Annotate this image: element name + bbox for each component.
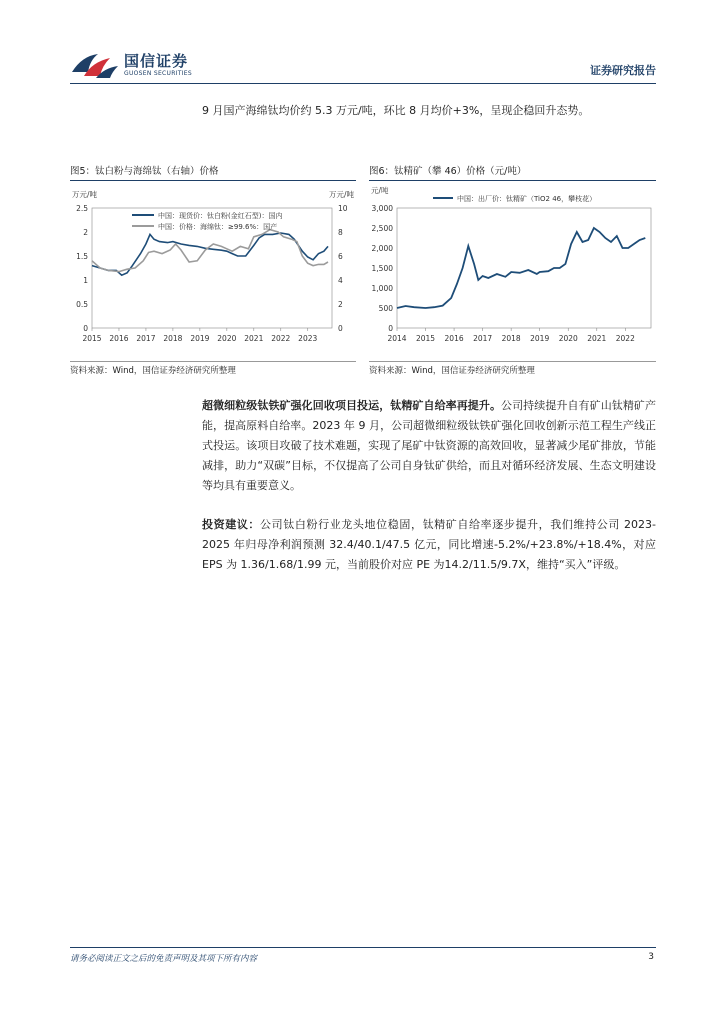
y-tick-label: 0: [388, 324, 393, 333]
page-header: [70, 48, 656, 84]
y-right-tick-label: 2: [338, 300, 343, 309]
paragraph-investment-body: 公司钛白粉行业龙头地位稳固，钛精矿自给率逐步提升，我们维持公司 2023-2025 年归母净利润预测 32.4/40.1/47.5 亿元，同比增速-5.2%/+23.8%/+18.4%，对应 EPS 为 1.36/1.68/1.99 元，当前股价对应 PE 为14.2/11.5/9.7X，维持“买入”评级。: [202, 518, 656, 571]
x-tick-label: 2021: [244, 334, 264, 343]
figure6-chart: [369, 183, 656, 361]
intro-line: 9 月国产海绵钛均价约 5.3 万元/吨，环比 8 月均价+3%，呈现企稳回升态势。: [202, 104, 590, 117]
y-right-tick-label: 0: [338, 324, 343, 333]
paragraph-ore-project-lead: 超微细粒级钛铁矿强化回收项目投运，钛精矿自给率再提升。: [202, 399, 502, 412]
x-tick-label: 2018: [163, 334, 183, 343]
x-tick-label: 2020: [558, 334, 578, 343]
right-axis-unit: 万元/吨: [328, 190, 354, 199]
plot-frame: [397, 208, 651, 328]
y-left-tick-label: 0: [83, 324, 88, 333]
x-tick-label: 2020: [217, 334, 237, 343]
figure6-bottom-rule: [369, 361, 656, 362]
y-right-tick-label: 6: [338, 252, 343, 261]
x-tick-label: 2015: [415, 334, 436, 343]
y-right-tick-label: 8: [338, 228, 343, 237]
y-tick-label: 1,000: [371, 284, 393, 293]
x-tick-label: 2022: [615, 334, 635, 343]
legend-label: 中国：价格：海绵钛：≥99.6%：国产: [158, 223, 278, 231]
y-right-tick-label: 4: [338, 276, 343, 285]
figure5-bottom-rule: [70, 361, 356, 362]
figure6-source: 资料来源：Wind，国信证券经济研究所整理: [369, 366, 535, 376]
figure6-title: 图6：钛精矿（攀 46）价格（元/吨）: [369, 166, 527, 177]
figure5-chart: [70, 183, 356, 361]
figure5-source: 资料来源：Wind，国信证券经济研究所整理: [70, 366, 236, 376]
figure5-rule: [70, 180, 356, 181]
left-axis-unit: 万元/吨: [72, 190, 98, 199]
x-tick-label: 2023: [298, 334, 318, 343]
x-tick-label: 2017: [136, 334, 156, 343]
series-ilmenite-price-line: [397, 228, 645, 308]
x-tick-label: 2017: [473, 334, 493, 343]
y-tick-label: 2,500: [371, 224, 393, 233]
paragraph-investment-lead: 投资建议：: [202, 518, 261, 531]
y-left-tick-label: 2: [83, 228, 88, 237]
series-sponge-titanium-line: [92, 230, 328, 272]
legend-label: 中国：出厂价：钛精矿（TiO2 46，攀枝花）: [457, 195, 597, 203]
report-type: 证券研究报告: [590, 64, 656, 77]
y-tick-label: 1,500: [371, 264, 393, 273]
guosen-logo: [70, 50, 192, 80]
x-tick-label: 2022: [271, 334, 291, 343]
page-number: 3: [648, 952, 654, 962]
paragraph-ore-project-body: 公司持续提升自有矿山钛精矿产能，提高原料自给率。2023 年 9 月，公司超微细粒级钛铁矿强化回收创新示范工程生产线正式投运。该项目攻破了技术难题，实现了尾矿中钛资源的高效回收，显著减少尾矿排放，节能减排，助力“双碳”目标，不仅提高了公司自身钛矿供给，而且对循环经济发展、生态文明建设等均具有重要意义。: [202, 399, 657, 492]
paragraph-ore-project: [202, 396, 656, 496]
x-tick-label: 2015: [82, 334, 102, 343]
y-tick-label: 500: [378, 304, 393, 313]
figure5-title: 图5：钛白粉与海绵钛（右轴）价格: [70, 166, 219, 177]
paragraph-investment-advice: [202, 515, 656, 575]
figure6-rule: [369, 180, 656, 181]
logo-en: GUOSEN SECURITIES: [124, 69, 193, 77]
y-left-tick-label: 1: [83, 276, 88, 285]
footer-rule: [70, 947, 656, 948]
x-tick-label: 2016: [109, 334, 129, 343]
x-tick-label: 2019: [530, 334, 550, 343]
x-tick-label: 2021: [587, 334, 607, 343]
y-tick-label: 2,000: [371, 244, 393, 253]
y-axis-unit: 元/吨: [371, 186, 389, 195]
y-left-tick-label: 1.5: [76, 252, 88, 261]
footer-disclaimer: 请务必阅读正文之后的免责声明及其项下所有内容: [70, 954, 258, 964]
x-tick-label: 2016: [444, 334, 464, 343]
y-tick-label: 3,000: [371, 204, 393, 213]
y-left-tick-label: 0.5: [76, 300, 88, 309]
x-tick-label: 2018: [501, 334, 521, 343]
guosen-logo-icon: [70, 50, 120, 80]
y-right-tick-label: 10: [338, 204, 348, 213]
y-left-tick-label: 2.5: [76, 204, 88, 213]
x-tick-label: 2014: [387, 334, 407, 343]
legend-label: 中国：现货价：钛白粉(金红石型)：国内: [158, 212, 283, 220]
logo-cn: 国信证券: [124, 51, 189, 70]
x-tick-label: 2019: [190, 334, 210, 343]
